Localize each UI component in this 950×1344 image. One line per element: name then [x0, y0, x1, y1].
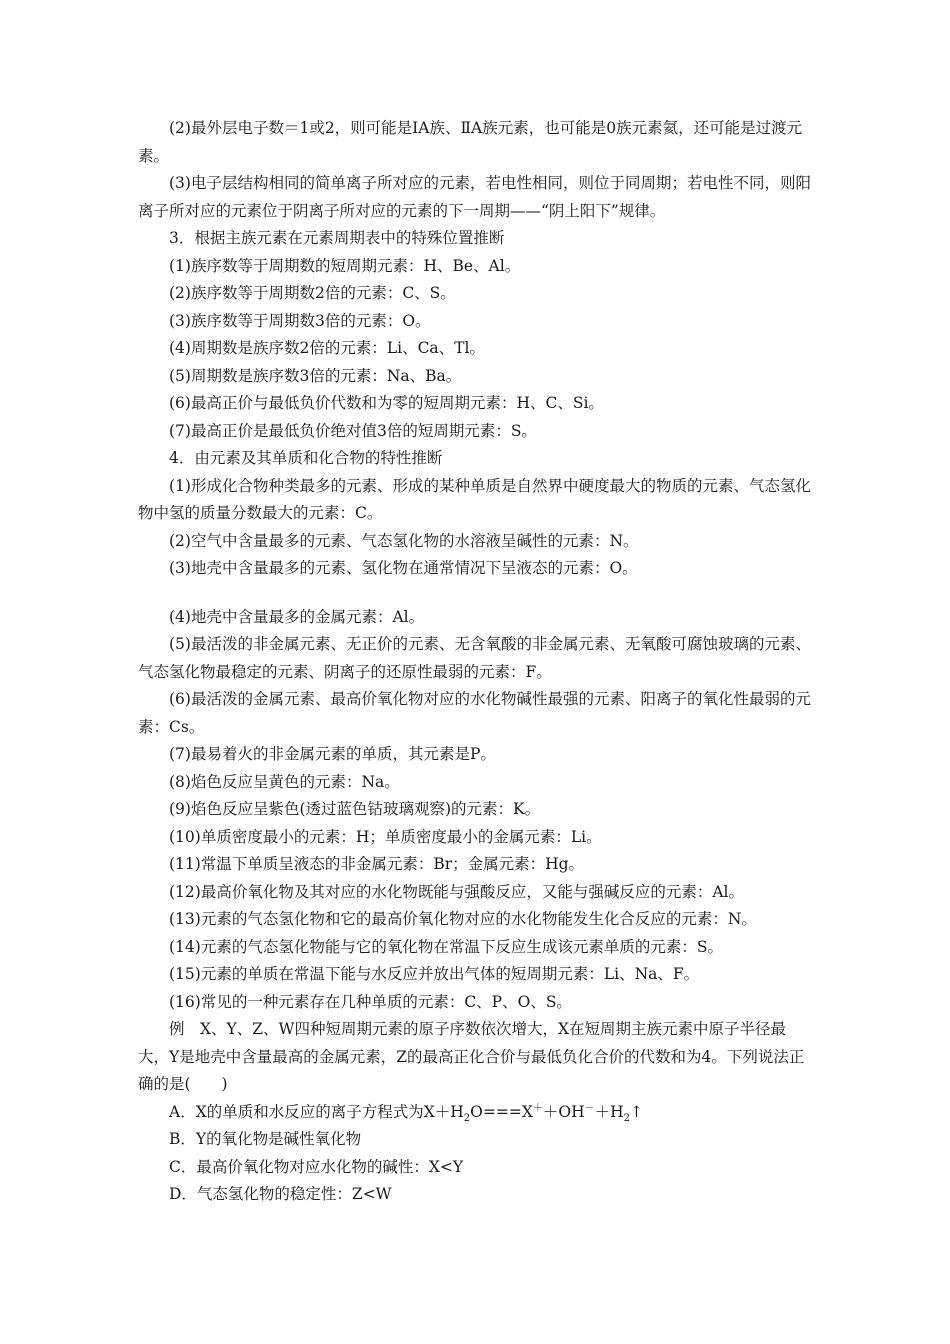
paragraph: (7)最易着火的非金属元素的单质，其元素是P。: [169, 745, 496, 763]
paragraph: (8)焰色反应呈黄色的元素：Na。: [169, 772, 400, 791]
paragraph: (4)地壳中含量最多的金属元素：Al。: [169, 607, 425, 626]
subscript: 2: [623, 1112, 631, 1124]
option-a-text: ＋H: [594, 1102, 624, 1121]
option-c: C．最高价氧化物对应水化物的碱性：X<Y: [169, 1157, 464, 1176]
option-a-text: ＋OH: [542, 1102, 585, 1121]
paragraph: (1)形成化合物种类最多的元素、形成的某种单质是自然界中硬度最大的物质的元素、气态氢化物中氢的质量分数最大的元素：C。: [138, 476, 811, 522]
paragraph: (6)最高正价与最低负价代数和为零的短周期元素：H、C、Si。: [169, 394, 604, 412]
paragraph: (14)元素的气态氢化物能与它的氧化物在常温下反应生成该元素单质的元素：S。: [169, 937, 723, 956]
paragraph: (11)常温下单质呈液态的非金属元素：Br；金属元素：Hg。: [169, 855, 585, 873]
paragraph: (7)最高正价是最低负价绝对值3倍的短周期元素：S。: [169, 421, 537, 440]
paragraph: (2)空气中含量最多的元素、气态氢化物的水溶液呈碱性的元素：N。: [169, 531, 639, 550]
option-d: D．气态氢化物的稳定性：Z<W: [169, 1185, 392, 1203]
paragraph: (12)最高价氧化物及其对应的水化物既能与强酸反应，又能与强碱反应的元素：Al。: [169, 882, 744, 901]
paragraph: (16)常见的一种元素存在几种单质的元素：C、P、O、S。: [169, 992, 572, 1011]
superscript: ＋: [532, 1102, 543, 1114]
blank-gap: [138, 583, 814, 604]
option-a-text: O===X: [470, 1102, 533, 1121]
gas-arrow-icon: ↑: [630, 1102, 644, 1121]
paragraph: (1)族序数等于周期数的短周期元素：H、Be、Al。: [169, 256, 521, 275]
option-a-text: A．X的单质和水反应的离子方程式为X＋H: [169, 1102, 464, 1121]
paragraph: (2)最外层电子数＝1或2，则可能是ⅠA族、ⅡA族元素，也可能是0族元素氦，还可能是过渡元素。: [138, 119, 803, 165]
subscript: 2: [463, 1112, 471, 1124]
section-heading: 4．由元素及其单质和化合物的特性推断: [169, 449, 443, 467]
paragraph: (15)元素的单质在常温下能与水反应并放出气体的短周期元素：Li、Na、F。: [169, 965, 700, 983]
paragraph: (3)电子层结构相同的简单离子所对应的元素，若电性相同，则位于同周期；若电性不同，则阳离子所对应的元素位于阴离子所对应的元素的下一周期——“阴上阳下”规律。: [138, 174, 811, 220]
paragraph: (3)族序数等于周期数3倍的元素：O。: [169, 311, 431, 330]
paragraph: (5)周期数是族序数3倍的元素：Na、Ba。: [169, 366, 462, 385]
paragraph: (6)最活泼的金属元素、最高价氧化物对应的水化物碱性最强的元素、阳离子的氧化性最弱的元素：Cs。: [138, 690, 811, 736]
paragraph: (5)最活泼的非金属元素、无正价的元素、无含氧酸的非金属元素、无氧酸可腐蚀玻璃的元素、气态氢化物最稳定的元素、阴离子的还原性最弱的元素：F。: [138, 635, 811, 681]
document-body: [138, 115, 814, 1209]
option-b: B．Y的氧化物是碱性氧化物: [169, 1130, 362, 1148]
paragraph: (2)族序数等于周期数2倍的元素：C、S。: [169, 284, 456, 302]
paragraph: (13)元素的气态氢化物和它的最高价氧化物对应的水化物能发生化合反应的元素：N。: [169, 910, 757, 928]
paragraph: (4)周期数是族序数2倍的元素：Li、Ca、Tl。: [169, 339, 485, 357]
example-question: 例 X、Y、Z、W四种短周期元素的原子序数依次增大，X在短周期主族元素中原子半径最大，Y是地壳中含量最高的金属元素，Z的最高正化合价与最低负化合价的代数和为4。下列说法正确的是( ): [138, 1020, 805, 1093]
paragraph: (9)焰色反应呈紫色(透过蓝色钴玻璃观察)的元素：K。: [169, 800, 541, 818]
paragraph: (3)地壳中含量最多的元素、氢化物在通常情况下呈液态的元素：O。: [169, 559, 638, 577]
superscript: －: [584, 1102, 595, 1114]
option-a: [138, 1099, 814, 1127]
paragraph: (10)单质密度最小的元素：H；单质密度最小的金属元素：Li。: [169, 827, 602, 846]
section-heading: 3．根据主族元素在元素周期表中的特殊位置推断: [169, 229, 505, 247]
